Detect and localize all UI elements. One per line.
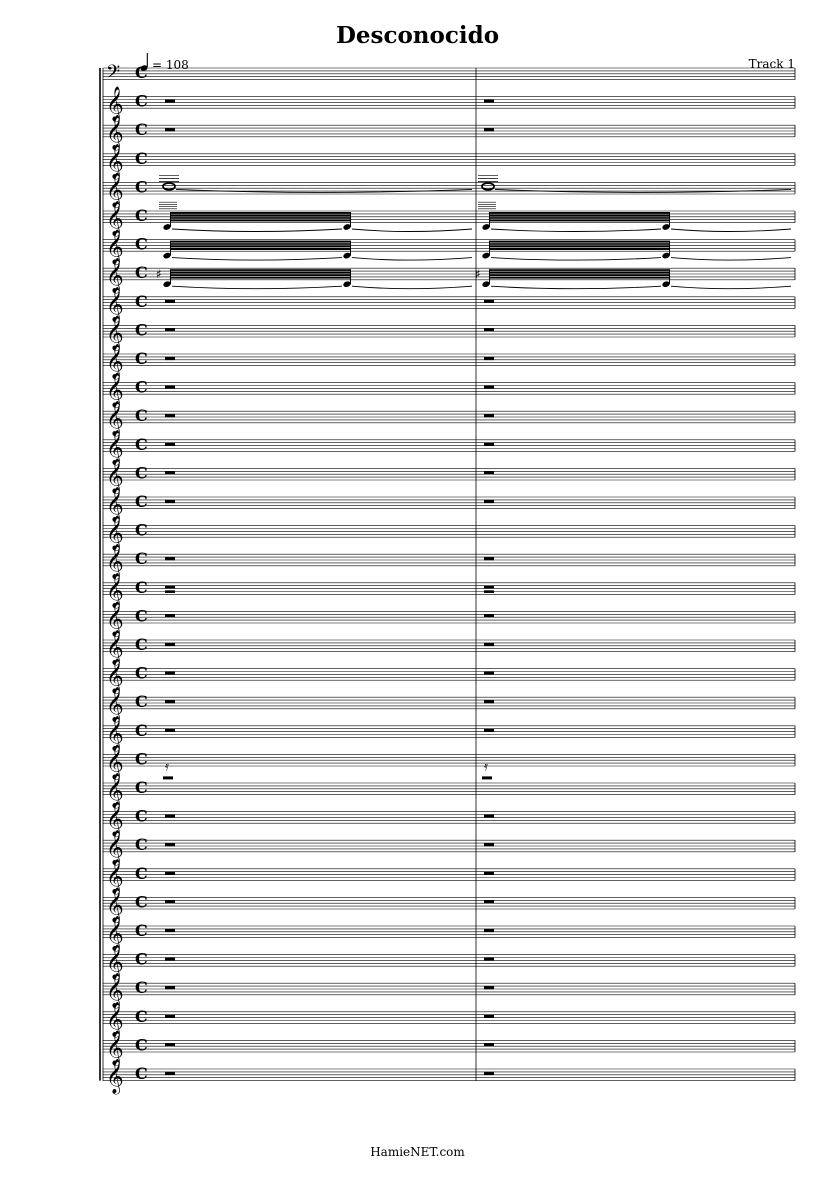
whole-rest-icon	[165, 590, 175, 593]
treble-clef-icon: 𝄞	[106, 973, 124, 1009]
treble-clef-icon: 𝄞	[106, 544, 124, 580]
treble-clef-icon: 𝄞	[106, 601, 124, 637]
time-signature: C	[135, 120, 148, 140]
whole-rest-icon	[484, 729, 494, 732]
time-signature: C	[135, 520, 148, 540]
staff-9	[103, 287, 795, 326]
whole-rest-icon	[484, 929, 494, 932]
score-title: Desconocido	[335, 22, 500, 49]
staff-16	[103, 487, 795, 526]
beam	[170, 277, 351, 279]
beam	[489, 241, 670, 243]
whole-rest-icon	[165, 614, 175, 617]
whole-rest-icon	[484, 1043, 494, 1046]
time-signature: C	[135, 406, 148, 426]
whole-rest-icon	[165, 843, 175, 846]
whole-rest-icon	[165, 557, 175, 560]
beam	[170, 248, 351, 250]
time-signature: C	[135, 492, 148, 511]
staff-12	[103, 373, 795, 412]
tie	[172, 229, 342, 232]
whole-rest-icon	[165, 471, 175, 474]
staff-19	[103, 573, 795, 612]
whole-note-icon	[482, 183, 494, 190]
whole-rest-icon	[165, 929, 175, 932]
time-signature: C	[135, 234, 148, 254]
tie	[491, 286, 661, 289]
treble-clef-icon: 𝄞	[106, 1030, 124, 1066]
whole-rest-icon	[484, 471, 494, 474]
treble-clef-icon: 𝄞	[106, 658, 124, 694]
time-signature: C	[135, 349, 148, 368]
beam	[170, 215, 351, 217]
time-signature: C	[135, 63, 148, 82]
staff-7	[103, 230, 795, 269]
tie	[491, 229, 661, 232]
time-signature: C	[135, 978, 148, 998]
staff-22	[103, 659, 795, 698]
staff-1	[103, 62, 795, 97]
treble-clef-icon: 𝄞	[106, 1059, 124, 1094]
time-signature: C	[135, 892, 148, 912]
whole-rest-icon	[165, 328, 175, 331]
beam	[170, 272, 351, 274]
staff-30	[103, 887, 795, 926]
bass-clef-icon: 𝄢	[106, 62, 121, 87]
whole-rest-icon	[484, 700, 494, 703]
time-signature: C	[135, 1064, 148, 1083]
time-signature: C	[135, 549, 148, 569]
whole-rest-icon	[165, 986, 175, 989]
beam	[489, 277, 670, 279]
treble-clef-icon: 𝄞	[106, 1001, 124, 1037]
staff-10	[103, 315, 795, 354]
beam	[170, 241, 351, 243]
track-label: Track 1	[748, 57, 795, 71]
tie	[671, 229, 791, 232]
time-signature: C	[135, 1006, 148, 1026]
beam	[170, 217, 351, 219]
whole-rest-icon	[484, 414, 494, 417]
treble-clef-icon: 𝄞	[106, 429, 124, 465]
treble-clef-icon: 𝄞	[106, 630, 124, 665]
whole-rest-icon	[165, 500, 175, 503]
staff-21	[103, 630, 795, 669]
time-signature: C	[135, 291, 148, 311]
time-signature: C	[135, 720, 148, 740]
treble-clef-icon: 𝄞	[106, 286, 124, 322]
treble-clef-icon: 𝄞	[106, 115, 124, 151]
time-signature: C	[135, 463, 148, 483]
time-signature: C	[135, 949, 148, 969]
treble-clef-icon: 𝄞	[106, 715, 124, 751]
whole-rest-icon	[165, 729, 175, 732]
time-signature: C	[135, 692, 148, 712]
time-signature: C	[135, 606, 148, 626]
time-signature: C	[135, 177, 148, 197]
whole-rest-icon	[484, 328, 494, 331]
whole-rest-icon	[484, 357, 494, 360]
whole-rest-icon	[484, 386, 494, 389]
whole-rest-icon	[484, 614, 494, 617]
staff-24	[103, 716, 795, 755]
staff-3	[103, 115, 795, 154]
staff-26	[103, 773, 795, 812]
treble-clef-icon: 𝄞	[106, 944, 124, 980]
time-signature: C	[135, 863, 148, 883]
treble-clef-icon: 𝄞	[106, 801, 124, 837]
beam	[170, 246, 351, 248]
treble-clef-icon: 𝄞	[106, 858, 124, 894]
sixteenth-rest-icon: 𝄿	[484, 759, 488, 775]
whole-rest-icon	[165, 1015, 175, 1018]
staff-8	[103, 258, 795, 297]
tie	[491, 258, 661, 261]
staff-34	[103, 1002, 795, 1041]
tie	[671, 286, 791, 289]
treble-clef-icon: 𝄞	[106, 258, 124, 294]
staff-14	[103, 430, 795, 469]
whole-rest-icon	[484, 643, 494, 646]
beam	[489, 217, 670, 219]
tie	[352, 286, 472, 289]
treble-clef-icon: 𝄞	[106, 344, 124, 379]
whole-rest-icon	[165, 586, 175, 589]
whole-rest-icon	[484, 958, 494, 961]
staff-33	[103, 973, 795, 1012]
whole-rest-icon	[165, 643, 175, 646]
whole-rest-icon	[165, 815, 175, 818]
staff-25	[103, 744, 795, 783]
beam	[489, 274, 670, 276]
beam	[170, 269, 351, 271]
whole-rest-icon	[165, 100, 175, 103]
whole-note-icon	[163, 183, 175, 190]
whole-rest-icon	[165, 872, 175, 875]
whole-rest-icon	[484, 986, 494, 989]
beam	[489, 269, 670, 271]
whole-rest-icon	[165, 900, 175, 903]
time-signature: C	[135, 320, 148, 340]
whole-rest-icon	[484, 128, 494, 131]
whole-rest-icon	[165, 300, 175, 303]
time-signature: C	[135, 206, 148, 225]
whole-rest-icon	[484, 672, 494, 675]
time-signature: C	[135, 778, 148, 797]
whole-rest-icon	[482, 776, 492, 779]
staff-5	[103, 172, 795, 211]
staff-28	[103, 830, 795, 869]
whole-rest-icon	[165, 357, 175, 360]
whole-rest-icon	[484, 500, 494, 503]
treble-clef-icon: 𝄞	[106, 86, 124, 122]
staff-15	[103, 458, 795, 497]
treble-clef-icon: 𝄞	[106, 229, 124, 265]
treble-clef-icon: 𝄞	[106, 515, 124, 551]
whole-rest-icon	[165, 1072, 175, 1075]
time-signature: C	[135, 663, 148, 683]
staff-35	[103, 1030, 795, 1069]
staff-36	[103, 1059, 795, 1095]
whole-rest-icon	[165, 414, 175, 417]
whole-rest-icon	[165, 958, 175, 961]
beam	[170, 274, 351, 276]
time-signature: C	[135, 1035, 148, 1055]
tie	[352, 258, 472, 261]
beam	[489, 243, 670, 245]
staff-11	[103, 344, 795, 383]
treble-clef-icon: 𝄞	[106, 201, 124, 236]
tie	[172, 258, 342, 261]
beam	[489, 248, 670, 250]
whole-rest-icon	[165, 672, 175, 675]
time-signature: C	[135, 921, 148, 940]
sharp-icon: ♯	[475, 267, 481, 282]
treble-clef-icon: 𝄞	[106, 315, 124, 351]
beam	[170, 243, 351, 245]
time-signature: C	[135, 749, 148, 769]
beam	[170, 220, 351, 222]
treble-clef-icon: 𝄞	[106, 887, 124, 923]
whole-rest-icon	[484, 586, 494, 589]
whole-rest-icon	[484, 557, 494, 560]
whole-rest-icon	[484, 300, 494, 303]
tie	[172, 286, 342, 289]
staff-23	[103, 687, 795, 726]
whole-rest-icon	[484, 443, 494, 446]
treble-clef-icon: 𝄞	[106, 143, 124, 179]
treble-clef-icon: 𝄞	[106, 572, 124, 608]
treble-clef-icon: 𝄞	[106, 744, 124, 780]
beam	[170, 212, 351, 214]
treble-clef-icon: 𝄞	[106, 458, 124, 494]
whole-rest-icon	[165, 386, 175, 389]
footer-credit: HamieNET.com	[370, 1145, 465, 1159]
staff-17	[103, 516, 795, 555]
staff-27	[103, 802, 795, 841]
treble-clef-icon: 𝄞	[106, 687, 124, 723]
tempo-value: = 108	[152, 58, 189, 72]
whole-rest-icon	[484, 900, 494, 903]
staff-4	[103, 144, 795, 183]
whole-rest-icon	[163, 776, 173, 779]
staff-29	[103, 859, 795, 898]
whole-rest-icon	[484, 815, 494, 818]
time-signature: C	[135, 377, 148, 397]
beam	[489, 212, 670, 214]
treble-clef-icon: 𝄞	[106, 773, 124, 808]
time-signature: C	[135, 263, 148, 283]
whole-rest-icon	[484, 590, 494, 593]
staff-6	[103, 201, 795, 240]
treble-clef-icon: 𝄞	[106, 916, 124, 951]
treble-clef-icon: 𝄞	[106, 401, 124, 437]
whole-rest-icon	[165, 1043, 175, 1046]
staff-20	[103, 601, 795, 640]
tie	[671, 258, 791, 261]
treble-clef-icon: 𝄞	[106, 372, 124, 408]
beam	[489, 215, 670, 217]
tie	[352, 229, 472, 232]
time-signature: C	[135, 635, 148, 654]
whole-rest-icon	[165, 128, 175, 131]
time-signature: C	[135, 806, 148, 826]
whole-rest-icon	[484, 1072, 494, 1075]
time-signature: C	[135, 434, 148, 454]
treble-clef-icon: 𝄞	[106, 172, 124, 208]
treble-clef-icon: 𝄞	[106, 487, 124, 522]
whole-rest-icon	[484, 1015, 494, 1018]
time-signature: C	[135, 835, 148, 855]
staff-32	[103, 945, 795, 984]
staff-31	[103, 916, 795, 955]
sixteenth-rest-icon: 𝄿	[165, 759, 169, 775]
whole-rest-icon	[165, 700, 175, 703]
beam	[489, 246, 670, 248]
treble-clef-icon: 𝄞	[106, 830, 124, 866]
whole-rest-icon	[484, 872, 494, 875]
staff-13	[103, 401, 795, 440]
whole-rest-icon	[484, 100, 494, 103]
whole-rest-icon	[165, 443, 175, 446]
sharp-icon: ♯	[156, 267, 162, 282]
time-signature: C	[135, 577, 148, 597]
time-signature: C	[135, 91, 148, 111]
staff-18	[103, 544, 795, 583]
beam	[489, 220, 670, 222]
beam	[489, 272, 670, 274]
whole-rest-icon	[484, 843, 494, 846]
time-signature: C	[135, 148, 148, 168]
staff-2	[103, 87, 795, 126]
